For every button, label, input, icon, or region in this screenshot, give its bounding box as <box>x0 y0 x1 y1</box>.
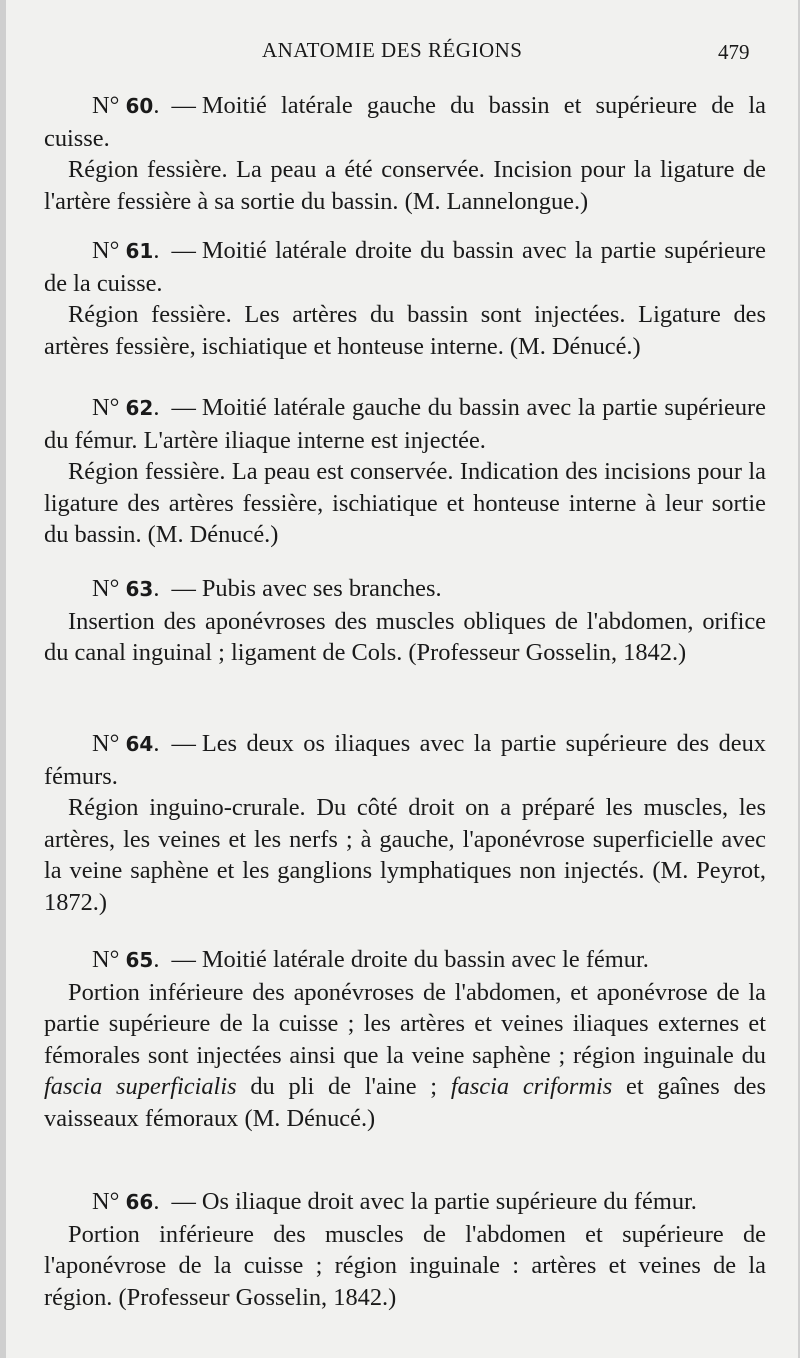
entry-body: Région fessière. La peau a été conservée. Incision pour la ligature de l'artère fessière à sa sortie du bassin. (M. Lannelongue.) <box>44 156 766 215</box>
running-title: ANATOMIE DES RÉGIONS <box>262 38 523 62</box>
entry-number: N° 66. <box>92 1188 160 1215</box>
book-page <box>6 0 798 1358</box>
entry-title: Moitié latérale gauche du bassin et supérieure de la cuisse. <box>44 92 766 152</box>
entry-title-line: N° 65. — Moitié latérale droite du bassin avec le fémur. <box>44 944 766 977</box>
entry-number: N° 63. <box>92 575 160 602</box>
catalog-entry-66 <box>44 1186 766 1313</box>
entry-number: N° 62. <box>92 394 160 421</box>
entry-title-line: N° 64. — Les deux os iliaques avec la partie supérieure des deux fémurs. <box>44 730 766 790</box>
entry-title: Les deux os iliaques avec la partie supérieure des deux fémurs. <box>44 730 766 790</box>
catalog-entry-61 <box>44 235 766 362</box>
entry-title-line: N° 63. — Pubis avec ses branches. <box>44 573 766 606</box>
entry-title: Moitié latérale droite du bassin avec la partie supérieure de la cuisse. <box>44 237 766 297</box>
entry-title-line: N° 60. — Moitié latérale gauche du bassin et supérieure de la cuisse. <box>44 92 766 152</box>
page-header <box>6 38 798 68</box>
entry-body: Région fessière. La peau est conservée. Indication des incisions pour la ligature des artères fessière, ischiatique et honteuse interne à leur sortie du bassin. (M. Dénucé.) <box>44 458 766 548</box>
catalog-entry-60 <box>44 90 766 217</box>
entry-body: Région fessière. Les artères du bassin sont injectées. Ligature des artères fessière, ischiatique et honteuse interne. (M. Dénucé.) <box>44 301 766 360</box>
catalog-entry-65 <box>44 944 766 1134</box>
catalog-entry-63 <box>44 573 766 669</box>
entry-body: Portion inférieure des aponévroses de l'abdomen, et aponévrose de la partie supérieure de la cuisse ; les artères et veines iliaques externes et fémorales sont injectées ainsi que la veine saphène ; région inguinale du fascia superficialis du pli de l'aine ; fascia criformis et gaînes des vaisseaux fémoraux (M. Dénucé.) <box>44 978 766 1132</box>
entry-body: Insertion des aponévroses des muscles obliques de l'abdomen, orifice du canal inguinal ; ligament de Cols. (Professeur Gosselin, 1842.) <box>44 607 766 666</box>
entry-title-line: N° 66. — Os iliaque droit avec la partie supérieure du fémur. <box>44 1186 766 1219</box>
catalog-entry-64 <box>44 728 766 918</box>
entry-number: N° 60. <box>92 92 160 119</box>
catalog-entry-62 <box>44 392 766 551</box>
entry-number: N° 64. <box>92 730 160 757</box>
entry-body: Région inguino-crurale. Du côté droit on a préparé les muscles, les artères, les veines et les nerfs ; à gauche, l'aponévrose superficielle avec la veine saphène et les ganglions lymphatiques non injectés. (M. Peyrot, 1872.) <box>44 794 766 916</box>
entry-title: Pubis avec ses branches. <box>201 575 442 602</box>
latin-term: fascia superficialis <box>44 1073 237 1100</box>
latin-term: fascia criformis <box>450 1073 613 1100</box>
entry-body: Portion inférieure des muscles de l'abdomen et supérieure de l'aponévrose de la cuisse ; région inguinale : artères et veines de la région. (Professeur Gosselin, 1842.) <box>44 1220 766 1311</box>
entry-title-line: N° 61. — Moitié latérale droite du bassin avec la partie supérieure de la cuisse. <box>44 237 766 297</box>
entry-title-line: N° 62. — Moitié latérale gauche du bassin avec la partie supérieure du fémur. L'artère iliaque interne est injectée. <box>44 394 766 454</box>
entry-number: N° 61. <box>92 237 160 264</box>
entry-number: N° 65. <box>92 946 160 973</box>
entry-title: Os iliaque droit avec la partie supérieure du fémur. <box>201 1188 697 1215</box>
entry-title: Moitié latérale droite du bassin avec le fémur. <box>201 946 649 973</box>
page-number: 479 <box>718 40 750 64</box>
entry-title: Moitié latérale gauche du bassin avec la partie supérieure du fémur. L'artère iliaque interne est injectée. <box>44 394 766 454</box>
